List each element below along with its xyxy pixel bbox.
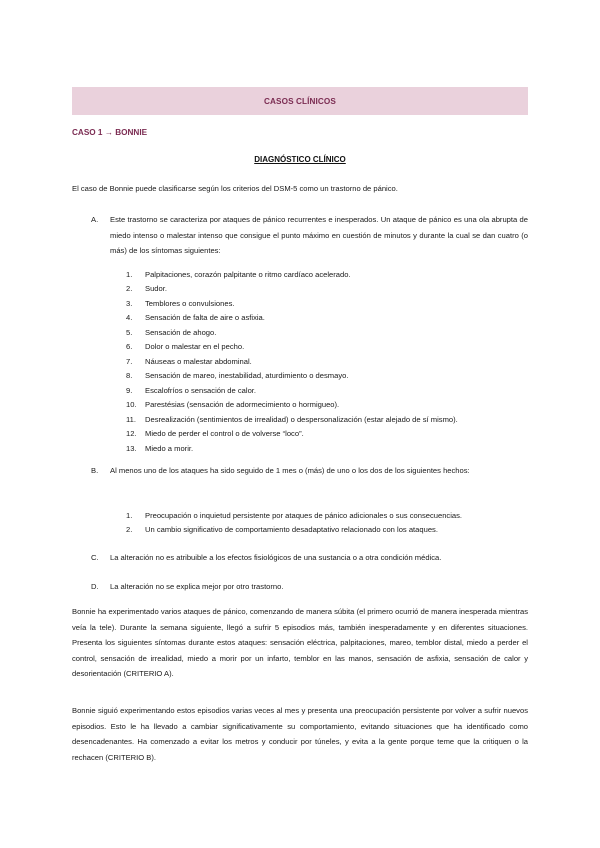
case-heading: CASO 1 → BONNIE	[72, 128, 148, 137]
list-item	[126, 427, 526, 442]
list-item	[126, 369, 526, 384]
case-paragraph-1: Bonnie ha experimentado varios ataques de pánico, comenzando de manera súbita (el primero ocurrió de manera inesperada mientras veía la tele). Durante la semana siguiente, llegó a sufrir 5 episodios más, también inesperadamente y en diferentes situaciones. Presenta los siguientes síntomas durante estos ataques: sensación eléctrica, palpitaciones, mareo, temblor distal, miedo a perder el control, sensación de irrealidad, miedo a morir por un infarto, temblor en las manos, sensación de asfixia, sensación de calor y desorientación (CRITERIO A).	[72, 607, 528, 679]
criterion-text: Al menos uno de los ataques ha sido seguido de 1 mes o (más) de uno o los dos de los siguientes hechos:	[110, 466, 470, 475]
list-number: 2.	[126, 284, 133, 294]
criterion-d	[91, 579, 528, 595]
list-text: Preocupación o inquietud persistente por ataques de pánico adicionales o sus consecuencias.	[145, 510, 463, 520]
list-text: Miedo a morir.	[145, 443, 194, 453]
list-number: 1.	[126, 510, 133, 520]
list-text: Temblores o convulsiones.	[145, 298, 235, 308]
criterion-b	[91, 463, 528, 479]
banner-title: CASOS CLÍNICOS	[264, 96, 336, 106]
list-text: Sensación de ahogo.	[145, 327, 217, 337]
case-paragraph-2: Bonnie siguió experimentando estos episodios varias veces al mes y presenta una preocupación persistente por volver a sufrir nuevos episodios. Esto le ha llevado a cambiar significativamente su comportamiento, evitando situaciones que ha identificado como desencadenantes. Ha comenzado a evitar los metros y conducir por túneles, y evita a la gente porque teme que la critiquen o la rechacen (CRITERIO B).	[72, 706, 528, 762]
list-text: Sensación de mareo, inestabilidad, aturdimiento o desmayo.	[145, 371, 349, 381]
consequence-list	[126, 508, 526, 537]
list-item	[126, 340, 526, 355]
list-item	[126, 354, 526, 369]
list-text: Sudor.	[145, 284, 167, 294]
list-number: 3.	[126, 298, 133, 308]
title-banner	[72, 87, 528, 115]
list-item	[126, 311, 526, 326]
list-item	[126, 267, 526, 282]
list-number: 1.	[126, 269, 133, 279]
list-text: Escalofríos o sensación de calor.	[145, 385, 257, 395]
list-item	[126, 296, 526, 311]
criterion-letter: B.	[91, 466, 99, 475]
list-text: Sensación de falta de aire o asfixia.	[145, 313, 265, 323]
symptom-list	[126, 267, 526, 456]
list-item	[126, 282, 526, 297]
list-number: 12.	[126, 429, 137, 439]
list-number: 2.	[126, 525, 133, 535]
list-text: Miedo de perder el control o de volverse “loco”.	[145, 429, 304, 439]
list-number: 9.	[126, 385, 133, 395]
list-number: 11.	[126, 414, 136, 424]
criterion-text: La alteración no se explica mejor por otro trastorno.	[110, 582, 284, 591]
list-item	[126, 383, 526, 398]
criterion-letter: C.	[91, 553, 99, 562]
list-number: 4.	[126, 313, 133, 323]
list-text: Desrealización (sentimientos de irrealidad) o despersonalización (estar alejado de sí mismo).	[145, 414, 458, 424]
list-item	[126, 441, 526, 456]
list-item	[126, 325, 526, 340]
list-item	[126, 508, 526, 523]
list-text: Un cambio significativo de comportamiento desadaptativo relacionado con los ataques.	[145, 525, 438, 535]
list-number: 10.	[126, 400, 137, 410]
section-title: DIAGNÓSTICO CLÍNICO	[254, 155, 346, 164]
list-text: Dolor o malestar en el pecho.	[145, 342, 245, 352]
criterion-letter: D.	[91, 582, 99, 591]
list-item	[126, 523, 526, 538]
list-text: Náuseas o malestar abdominal.	[145, 356, 252, 366]
criterion-letter: A.	[91, 215, 99, 224]
list-number: 6.	[126, 342, 133, 352]
criterion-text: La alteración no es atribuible a los efectos fisiológicos de una sustancia o a otra condición médica.	[110, 553, 442, 562]
list-item	[126, 398, 526, 413]
list-text: Parestésias (sensación de adormecimiento o hormigueo).	[145, 400, 340, 410]
criterion-a	[91, 212, 528, 259]
criterion-text: Este trastorno se caracteriza por ataques de pánico recurrentes e inesperados. Un ataque de pánico es una ola abrupta de miedo intenso o malestar intenso que consigue el punto máximo en cuestión de minutos y durante la cual se dan cuatro (o más) de los síntomas siguientes:	[110, 215, 528, 256]
list-text: Palpitaciones, corazón palpitante o ritmo cardíaco acelerado.	[145, 269, 351, 279]
list-number: 5.	[126, 327, 133, 337]
list-number: 7.	[126, 356, 133, 366]
list-number: 13.	[126, 443, 137, 453]
intro-paragraph: El caso de Bonnie puede clasificarse según los criterios del DSM-5 como un trastorno de pánico.	[72, 184, 398, 193]
criterion-c	[91, 550, 528, 566]
list-number: 8.	[126, 371, 133, 381]
list-item	[126, 412, 526, 427]
